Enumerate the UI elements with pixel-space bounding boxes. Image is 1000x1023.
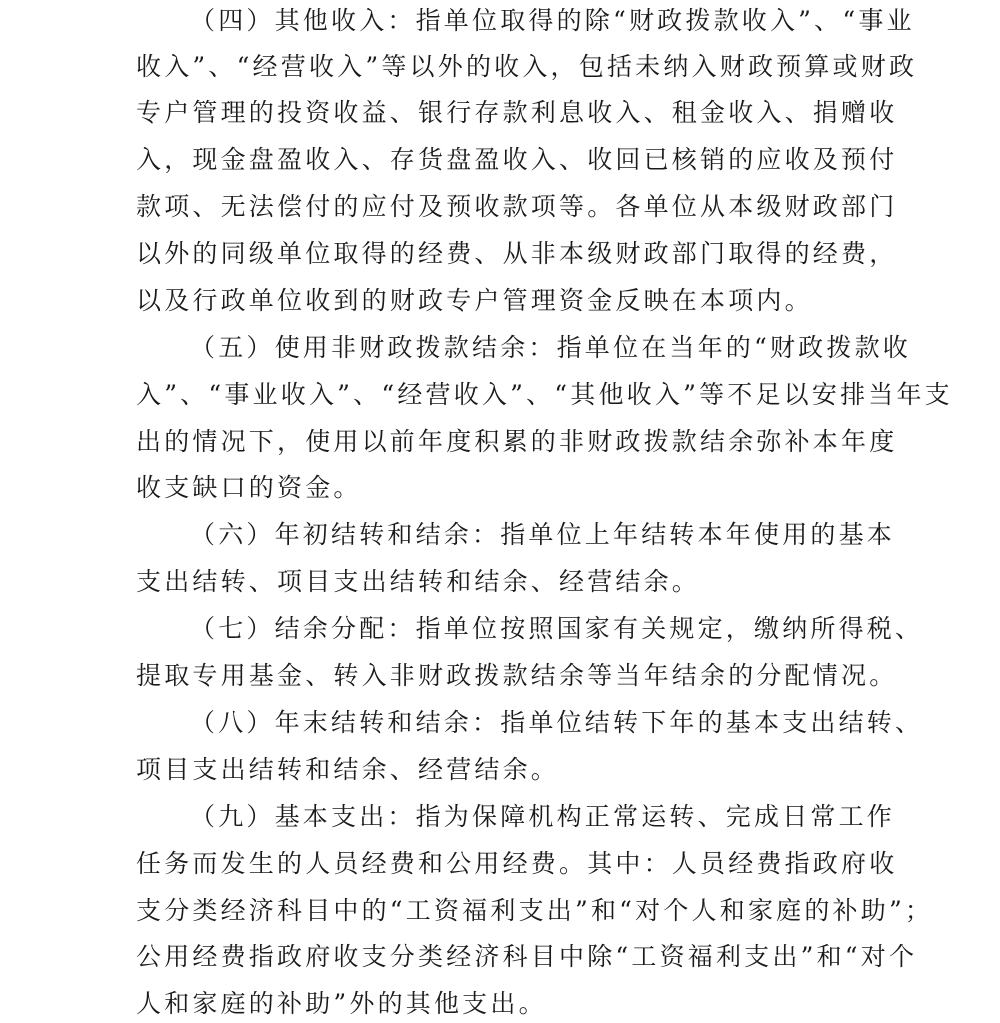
paragraph-5-line-2: 项目支出结转和结余、经营结余。 (136, 755, 560, 784)
paragraph-1-line-1: （四）其他收入：指单位取得的除“财政拨款收入”、“事业 (190, 6, 915, 35)
paragraph-1-line-7: 以及行政单位收到的财政专户管理资金反映在本项内。 (136, 286, 813, 315)
paragraph-6-line-2: 任务而发生的人员经费和公用经费。其中：人员经费指政府收 (136, 849, 898, 878)
paragraph-6-line-4: 公用经费指政府收支分类经济科目中除“工资福利支出”和“对个 (136, 942, 918, 971)
paragraph-1-line-5: 款项、无法偿付的应付及预收款项等。各单位从本级财政部门 (136, 192, 898, 221)
paragraph-1-line-6: 以外的同级单位取得的经费、从非本级财政部门取得的经费， (136, 239, 898, 268)
paragraph-6-line-1: （九）基本支出：指为保障机构正常运转、完成日常工作 (190, 802, 896, 831)
paragraph-2-line-3: 出的情况下，使用以前年度积累的非财政拨款结余弥补本年度 (136, 427, 898, 456)
paragraph-5-line-1: （八）年末结转和结余：指单位结转下年的基本支出结转、 (190, 708, 924, 737)
paragraph-2-line-1: （五）使用非财政拨款结余：指单位在当年的“财政拨款收 (190, 333, 911, 362)
paragraph-2-line-2: 入”、“事业收入”、“经营收入”、“其他收入”等不足以安排当年支 (136, 380, 953, 409)
paragraph-3-line-2: 支出结转、项目支出结转和结余、经营结余。 (136, 567, 701, 596)
paragraph-6-line-3: 支分类经济科目中的“工资福利支出”和“对个人和家庭的补助”； (136, 896, 934, 925)
paragraph-4-line-2: 提取专用基金、转入非财政拨款结余等当年结余的分配情况。 (136, 661, 898, 690)
paragraph-2-line-4: 收支缺口的资金。 (136, 473, 362, 502)
paragraph-1-line-2: 收入”、“经营收入”等以外的收入，包括未纳入财政预算或财政 (136, 52, 918, 81)
paragraph-1-line-4: 入，现金盘盈收入、存货盘盈收入、收回已核销的应收及预付 (136, 145, 898, 174)
paragraph-3-line-1: （六）年初结转和结余：指单位上年结转本年使用的基本 (190, 520, 896, 549)
paragraph-4-line-1: （七）结余分配：指单位按照国家有关规定，缴纳所得税、 (190, 614, 924, 643)
paragraph-1-line-3: 专户管理的投资收益、银行存款利息收入、租金收入、捐赠收 (136, 98, 898, 127)
paragraph-6-line-5: 人和家庭的补助”外的其他支出。 (136, 989, 547, 1018)
